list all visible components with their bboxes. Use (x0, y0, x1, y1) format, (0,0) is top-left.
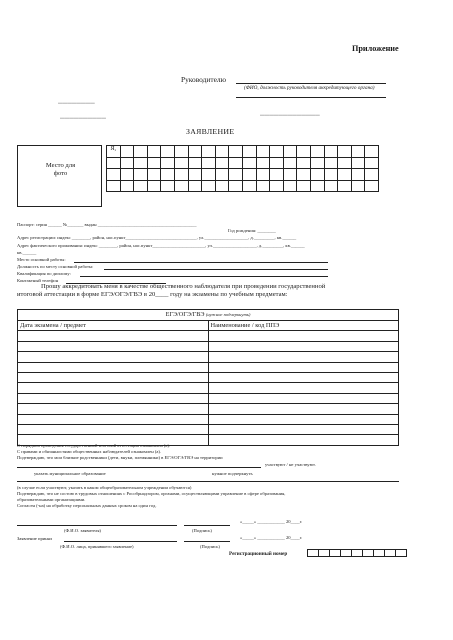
name-grid-cell[interactable] (297, 146, 311, 158)
name-grid-cell[interactable] (147, 169, 161, 181)
exam-col-ppe: Наименование / код ППЭ (208, 321, 399, 331)
exam-date-subject-cell[interactable] (18, 352, 209, 362)
municipality-hint: указать муниципальное образование (34, 471, 106, 476)
bleed-through: ▬▬▬▬▬▬▬▬▬▬▬▬▬ (260, 112, 320, 117)
name-grid-cell[interactable] (147, 157, 161, 169)
exam-row[interactable] (18, 424, 399, 434)
name-grid-cell[interactable] (120, 169, 134, 181)
exam-row[interactable] (18, 393, 399, 403)
name-grid-cell[interactable] (270, 169, 284, 181)
document-title: ЗАЯВЛЕНИЕ (186, 127, 235, 136)
name-grid-cell[interactable] (215, 180, 229, 192)
name-grid-cell[interactable] (202, 157, 216, 169)
school-hint: (в случае если участвуют, указать в каком общеобразовательном учреждении обучаются) (17, 485, 192, 490)
name-grid-cell[interactable] (310, 157, 324, 169)
exam-row[interactable] (18, 352, 399, 362)
name-grid-cell[interactable] (242, 157, 256, 169)
exam-row[interactable] (18, 362, 399, 372)
name-grid-cell[interactable]: Я, (107, 146, 121, 158)
exam-date-subject-cell[interactable] (18, 372, 209, 382)
apartment-field[interactable]: кв.______ (17, 250, 37, 255)
exam-row[interactable] (18, 331, 399, 341)
qualification-label: Квалификация по диплому: (17, 271, 71, 276)
name-grid-cell[interactable] (188, 169, 202, 181)
name-grid-cell[interactable] (256, 180, 270, 192)
bleed-through: ▬▬▬▬▬▬▬▬ (58, 100, 95, 105)
name-grid-cell[interactable] (202, 146, 216, 158)
consent-personal-data: Согласен (-на) на обработку персональных данных сроком на один год. (17, 503, 157, 508)
applicant-fio-hint: (Ф.И.О. заявителя) (64, 528, 101, 533)
registration-number-label: Регистрационный номер (229, 551, 288, 557)
exam-table-title: ЕГЭ/ОГЭ/ГВЭ (нужное подчеркнуть) (18, 310, 399, 321)
name-grid-cell[interactable] (215, 169, 229, 181)
receiver-signature-line[interactable] (184, 541, 230, 542)
applicant-name-line[interactable] (17, 525, 177, 526)
declaration-relatives: Подтверждаю, что мои близкие родственники (дети, внуки, племянники) в ЕГЭ/ОГЭ/ГВЭ на территории (17, 455, 223, 460)
name-grid-cell[interactable] (188, 180, 202, 192)
exam-col-date-subject: Дата экзамена / предмет (18, 321, 209, 331)
exam-ppe-cell[interactable] (208, 341, 399, 351)
applicant-signature-hint: (Подпись) (192, 528, 212, 533)
name-grid-cell[interactable] (256, 146, 270, 158)
name-grid-cell[interactable] (256, 157, 270, 169)
name-grid-cell[interactable] (147, 180, 161, 192)
photo-placeholder (17, 145, 102, 207)
exam-date-subject-cell[interactable] (18, 414, 209, 424)
name-grid-cell[interactable] (161, 180, 175, 192)
name-grid-cell[interactable] (270, 157, 284, 169)
registration-number-cell[interactable] (363, 550, 374, 557)
declaration-employment: Подтверждаю, что не состою в трудовых отношениях с Рособрнадзором, органами, осуществляющими управление в сфере образования, (17, 491, 286, 496)
exam-ppe-cell[interactable] (208, 414, 399, 424)
workplace-label: Место основной работы: (17, 257, 66, 262)
birth-year-field[interactable]: Год рождения: ________ (228, 228, 276, 233)
exam-ppe-cell[interactable] (208, 362, 399, 372)
receiver-fio-hint: (Ф.И.О. лица, принявшего заявление) (60, 544, 134, 549)
registration-number-cell[interactable] (308, 550, 319, 557)
name-grid-cell[interactable] (270, 146, 284, 158)
name-grid-cell[interactable] (107, 169, 121, 181)
name-grid-cell[interactable] (134, 157, 148, 169)
registration-number-cell[interactable] (319, 550, 330, 557)
name-grid-cell[interactable] (365, 180, 379, 192)
exam-date-subject-cell[interactable] (18, 383, 209, 393)
exam-row[interactable] (18, 372, 399, 382)
choose-hint: нужное подчеркнуть (212, 471, 253, 476)
name-grid-cell[interactable] (134, 146, 148, 158)
name-grid-cell[interactable] (283, 180, 297, 192)
name-grid-cell[interactable] (120, 180, 134, 192)
receiver-date[interactable]: «_____» ____________ 20____г. (240, 535, 303, 540)
name-grid-cell[interactable] (324, 169, 338, 181)
name-grid-cell[interactable] (147, 146, 161, 158)
name-grid-cell[interactable] (310, 146, 324, 158)
exam-date-subject-cell[interactable] (18, 331, 209, 341)
name-grid-cell[interactable] (188, 157, 202, 169)
name-grid-cell[interactable] (365, 157, 379, 169)
applicant-date[interactable]: «_____» ____________ 20____г. (240, 519, 303, 524)
exam-ppe-cell[interactable] (208, 424, 399, 434)
appendix-label: Приложение (352, 44, 399, 53)
exam-ppe-cell[interactable] (208, 404, 399, 414)
name-grid-cell[interactable] (256, 169, 270, 181)
position-label: Должность по месту основной работы: (17, 264, 94, 269)
name-grid-cell[interactable] (297, 169, 311, 181)
receiver-signature-hint: (Подпись) (200, 544, 220, 549)
exam-date-subject-cell[interactable] (18, 341, 209, 351)
name-grid-cell[interactable] (229, 146, 243, 158)
workplace-line[interactable] (74, 262, 328, 263)
declaration-employment-cont: образовательными организациями. (17, 497, 86, 502)
name-grid-cell[interactable] (174, 169, 188, 181)
name-grid-cell[interactable] (310, 180, 324, 192)
passport-field[interactable]: Паспорт: серия ______ №_______ выдан ___________________________________________ (17, 222, 197, 227)
name-grid-cell[interactable] (310, 169, 324, 181)
qualification-line[interactable] (80, 276, 328, 277)
exam-date-subject-cell[interactable] (18, 393, 209, 403)
receiver-name-line[interactable] (64, 541, 177, 542)
addressee-label: Руководителю (181, 75, 227, 84)
name-grid-cell[interactable] (202, 180, 216, 192)
registration-number-cell[interactable] (385, 550, 396, 557)
photo-label: Место для фото (45, 162, 76, 177)
registration-number-cell[interactable] (352, 550, 363, 557)
registration-number-cell[interactable] (374, 550, 385, 557)
exam-row[interactable] (18, 404, 399, 414)
name-grid-cell[interactable] (202, 169, 216, 181)
name-grid-cell[interactable] (297, 157, 311, 169)
name-grid-cell[interactable] (161, 157, 175, 169)
accepted-by-label: Заявление принял (17, 536, 53, 541)
registration-number-cell[interactable] (396, 550, 407, 557)
name-grid-cell[interactable] (242, 146, 256, 158)
name-grid-cell[interactable] (283, 169, 297, 181)
registration-number-boxes[interactable] (307, 549, 407, 557)
name-grid-cell[interactable] (174, 157, 188, 169)
request-paragraph: Прошу аккредитовать меня в качестве общественного наблюдателя при проведении государственной итоговой аттестации в форме ЕГЭ/ОГЭ/ГВЭ в 20____ году на экзамены по учебным предметам: (17, 283, 326, 299)
name-grid-cell[interactable] (338, 180, 352, 192)
exam-date-subject-cell[interactable] (18, 424, 209, 434)
name-grid-cell[interactable] (134, 169, 148, 181)
name-grid-cell[interactable] (215, 146, 229, 158)
name-grid-cell[interactable] (351, 180, 365, 192)
relatives-municipality-line[interactable] (17, 467, 261, 468)
name-grid-cell[interactable] (351, 169, 365, 181)
name-grid-cell[interactable] (338, 146, 352, 158)
name-grid-cell[interactable] (229, 180, 243, 192)
actual-address-field[interactable]: Адрес фактического проживания: индекс ________, район, нас.пункт_______________________, ул.___________________, д._________, кв.______ (17, 243, 305, 248)
exam-date-subject-cell[interactable] (18, 404, 209, 414)
name-grid-cell[interactable] (351, 157, 365, 169)
name-grid-cell[interactable] (270, 180, 284, 192)
name-grid-cell[interactable] (351, 146, 365, 158)
name-grid-cell[interactable] (324, 146, 338, 158)
exam-ppe-cell[interactable] (208, 393, 399, 403)
name-grid-cell[interactable] (242, 169, 256, 181)
name-grid-cell[interactable] (283, 146, 297, 158)
applicant-signature-line[interactable] (184, 525, 230, 526)
declaration-procedure: С порядком проведения государственной итоговой аттестации ознакомлен (а). (17, 443, 171, 448)
name-grid-cell[interactable] (324, 180, 338, 192)
exam-table[interactable] (17, 309, 399, 446)
name-grid-cell[interactable] (107, 180, 121, 192)
name-grid-cell[interactable] (324, 157, 338, 169)
name-grid-cell[interactable] (242, 180, 256, 192)
name-grid-cell[interactable] (338, 157, 352, 169)
addressee-line[interactable] (236, 83, 386, 84)
name-grid-cell[interactable] (174, 180, 188, 192)
name-grid-cell[interactable] (215, 157, 229, 169)
name-grid-cell[interactable] (120, 146, 134, 158)
declaration-relatives-choice[interactable]: участвуют / не участвуют. (265, 462, 316, 467)
name-grid-cell[interactable] (134, 180, 148, 192)
name-grid-cell[interactable] (161, 169, 175, 181)
exam-row[interactable] (18, 414, 399, 424)
name-grid-cell[interactable] (283, 157, 297, 169)
name-grid-cell[interactable] (174, 146, 188, 158)
exam-ppe-cell[interactable] (208, 331, 399, 341)
exam-ppe-cell[interactable] (208, 352, 399, 362)
declaration-rights: С правами и обязанностями общественных наблюдателей ознакомлен (а). (17, 449, 162, 454)
exam-ppe-cell[interactable] (208, 372, 399, 382)
name-grid-cell[interactable] (229, 157, 243, 169)
exam-row[interactable] (18, 383, 399, 393)
name-grid-cell[interactable] (188, 146, 202, 158)
exam-ppe-cell[interactable] (208, 435, 399, 445)
name-grid-cell[interactable] (365, 169, 379, 181)
exam-row[interactable] (18, 341, 399, 351)
bleed-through: ▬▬▬▬▬▬▬▬▬▬ (60, 115, 106, 120)
registration-number-cell[interactable] (341, 550, 352, 557)
name-grid[interactable] (106, 145, 379, 192)
name-grid-cell[interactable] (107, 157, 121, 169)
registration-number-cell[interactable] (330, 550, 341, 557)
exam-date-subject-cell[interactable] (18, 362, 209, 372)
phone-label: Контактный телефон (17, 278, 59, 283)
name-grid-cell[interactable] (229, 169, 243, 181)
addressee-hint: (ФИО, должность руководителя аккредитующего органа) (244, 85, 375, 91)
position-line[interactable] (104, 269, 328, 270)
name-grid-cell[interactable] (120, 157, 134, 169)
exam-ppe-cell[interactable] (208, 383, 399, 393)
addressee-line-2[interactable] (236, 97, 386, 98)
name-grid-cell[interactable] (297, 180, 311, 192)
registration-address-field[interactable]: Адрес регистрации: индекс ________, район, нас.пункт_______________________________, ул.___________________, д._________, кв.______ (17, 235, 297, 240)
name-grid-cell[interactable] (338, 169, 352, 181)
name-grid-cell[interactable] (161, 146, 175, 158)
school-line[interactable] (17, 481, 399, 482)
name-grid-cell[interactable] (365, 146, 379, 158)
